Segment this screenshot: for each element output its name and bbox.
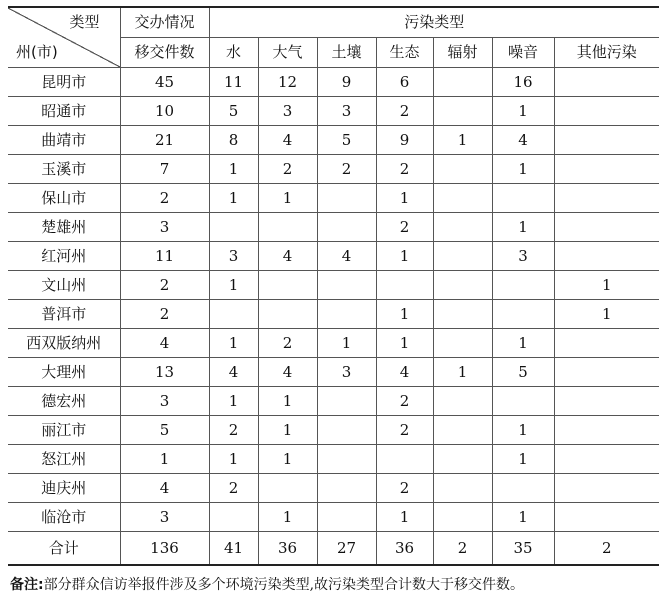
table-cell: 1 bbox=[492, 213, 554, 242]
table-cell: 5 bbox=[492, 358, 554, 387]
table-cell: 4 bbox=[317, 242, 376, 271]
table-cell bbox=[317, 503, 376, 532]
table-cell: 21 bbox=[120, 126, 209, 155]
table-cell bbox=[433, 416, 492, 445]
column-header: 土壤 bbox=[317, 38, 376, 68]
pollution-group-header: 污染类型 bbox=[209, 7, 659, 38]
table-cell: 2 bbox=[209, 474, 258, 503]
table-cell: 1 bbox=[376, 184, 433, 213]
table-cell: 2 bbox=[376, 416, 433, 445]
table-cell bbox=[258, 300, 317, 329]
header-row-1 bbox=[8, 7, 659, 38]
table-cell: 1 bbox=[492, 445, 554, 474]
complaint-statistics-table bbox=[8, 6, 659, 566]
table-row bbox=[8, 271, 659, 300]
table-cell: 3 bbox=[317, 97, 376, 126]
table-cell bbox=[554, 358, 659, 387]
table-cell: 1 bbox=[492, 97, 554, 126]
table-cell: 35 bbox=[492, 532, 554, 566]
table-cell bbox=[317, 213, 376, 242]
table-cell bbox=[433, 213, 492, 242]
table-cell bbox=[209, 300, 258, 329]
table-row bbox=[8, 126, 659, 155]
table-cell: 1 bbox=[554, 300, 659, 329]
table-cell: 9 bbox=[376, 126, 433, 155]
region-name: 曲靖市 bbox=[8, 126, 120, 155]
table-cell: 3 bbox=[120, 503, 209, 532]
table-cell bbox=[554, 416, 659, 445]
table-row bbox=[8, 68, 659, 97]
table-cell: 36 bbox=[376, 532, 433, 566]
table-cell: 10 bbox=[120, 97, 209, 126]
table-cell bbox=[433, 68, 492, 97]
region-name: 丽江市 bbox=[8, 416, 120, 445]
table-cell bbox=[554, 329, 659, 358]
column-header: 移交件数 bbox=[120, 38, 209, 68]
table-cell: 1 bbox=[209, 271, 258, 300]
table-cell: 4 bbox=[492, 126, 554, 155]
table-cell: 1 bbox=[258, 416, 317, 445]
table-cell: 27 bbox=[317, 532, 376, 566]
table-cell bbox=[433, 184, 492, 213]
table-cell: 3 bbox=[258, 97, 317, 126]
table-cell: 1 bbox=[209, 445, 258, 474]
footnote-text: 部分群众信访举报件涉及多个环境污染类型,故污染类型合计数大于移交件数。 bbox=[43, 577, 525, 593]
table-cell: 2 bbox=[376, 155, 433, 184]
column-header: 辐射 bbox=[433, 38, 492, 68]
region-name: 文山州 bbox=[8, 271, 120, 300]
table-cell: 4 bbox=[258, 242, 317, 271]
table-row bbox=[8, 97, 659, 126]
table-cell: 1 bbox=[258, 184, 317, 213]
column-header: 噪音 bbox=[492, 38, 554, 68]
column-header: 大气 bbox=[258, 38, 317, 68]
footnote bbox=[10, 574, 524, 594]
table-cell: 2 bbox=[120, 184, 209, 213]
table-row bbox=[8, 503, 659, 532]
column-header: 其他污染 bbox=[554, 38, 659, 68]
table-cell: 1 bbox=[492, 155, 554, 184]
region-name: 怒江州 bbox=[8, 445, 120, 474]
region-name: 保山市 bbox=[8, 184, 120, 213]
table-cell bbox=[433, 242, 492, 271]
table-cell: 1 bbox=[376, 300, 433, 329]
table-cell bbox=[433, 300, 492, 329]
table-cell: 6 bbox=[376, 68, 433, 97]
region-name: 西双版纳州 bbox=[8, 329, 120, 358]
table-cell bbox=[433, 97, 492, 126]
table-cell: 1 bbox=[376, 242, 433, 271]
table-cell bbox=[317, 271, 376, 300]
table-cell: 2 bbox=[258, 155, 317, 184]
table-cell bbox=[554, 242, 659, 271]
table-cell bbox=[554, 184, 659, 213]
table-cell: 3 bbox=[120, 213, 209, 242]
table-cell: 2 bbox=[554, 532, 659, 566]
table-row bbox=[8, 155, 659, 184]
table-cell bbox=[554, 387, 659, 416]
region-name: 红河州 bbox=[8, 242, 120, 271]
table-cell: 1 bbox=[492, 329, 554, 358]
table-cell bbox=[554, 68, 659, 97]
table-cell: 11 bbox=[120, 242, 209, 271]
table-cell: 2 bbox=[376, 213, 433, 242]
table-cell: 13 bbox=[120, 358, 209, 387]
table-cell bbox=[492, 387, 554, 416]
table-cell: 4 bbox=[258, 126, 317, 155]
table-cell: 36 bbox=[258, 532, 317, 566]
region-name: 德宏州 bbox=[8, 387, 120, 416]
table-cell: 1 bbox=[376, 329, 433, 358]
table-cell: 1 bbox=[554, 271, 659, 300]
region-name: 临沧市 bbox=[8, 503, 120, 532]
table-cell: 9 bbox=[317, 68, 376, 97]
table-cell bbox=[554, 474, 659, 503]
region-name: 普洱市 bbox=[8, 300, 120, 329]
table-row bbox=[8, 416, 659, 445]
table-cell: 2 bbox=[258, 329, 317, 358]
table-cell: 1 bbox=[120, 445, 209, 474]
table-cell bbox=[258, 271, 317, 300]
table-cell: 4 bbox=[209, 358, 258, 387]
column-header: 生态 bbox=[376, 38, 433, 68]
table-cell: 3 bbox=[209, 242, 258, 271]
table-cell: 2 bbox=[376, 97, 433, 126]
table-row bbox=[8, 300, 659, 329]
table-cell: 1 bbox=[433, 126, 492, 155]
table-cell bbox=[433, 155, 492, 184]
region-name: 昭通市 bbox=[8, 97, 120, 126]
table-cell bbox=[433, 387, 492, 416]
table-cell: 1 bbox=[209, 155, 258, 184]
table-cell: 2 bbox=[376, 387, 433, 416]
table-row bbox=[8, 242, 659, 271]
table-cell bbox=[317, 416, 376, 445]
table-cell bbox=[376, 445, 433, 474]
handling-group-header: 交办情况 bbox=[120, 7, 209, 38]
table-cell: 5 bbox=[209, 97, 258, 126]
table-cell bbox=[554, 155, 659, 184]
region-name: 昆明市 bbox=[8, 68, 120, 97]
table-cell bbox=[433, 474, 492, 503]
table-cell: 1 bbox=[492, 416, 554, 445]
table-cell: 5 bbox=[120, 416, 209, 445]
table-cell: 4 bbox=[120, 329, 209, 358]
table-cell: 7 bbox=[120, 155, 209, 184]
table-cell: 1 bbox=[209, 329, 258, 358]
table-cell bbox=[492, 474, 554, 503]
table-row bbox=[8, 329, 659, 358]
table-row bbox=[8, 474, 659, 503]
region-name: 楚雄州 bbox=[8, 213, 120, 242]
table-cell: 41 bbox=[209, 532, 258, 566]
table-cell bbox=[554, 213, 659, 242]
table-cell: 2 bbox=[209, 416, 258, 445]
table-cell: 4 bbox=[258, 358, 317, 387]
table-cell bbox=[258, 474, 317, 503]
table-cell bbox=[433, 329, 492, 358]
table-cell: 3 bbox=[317, 358, 376, 387]
region-name: 大理州 bbox=[8, 358, 120, 387]
table-cell: 11 bbox=[209, 68, 258, 97]
table-cell bbox=[433, 503, 492, 532]
table-cell bbox=[433, 445, 492, 474]
table-cell bbox=[317, 445, 376, 474]
table-cell: 2 bbox=[433, 532, 492, 566]
table-cell: 1 bbox=[209, 387, 258, 416]
table-cell bbox=[554, 97, 659, 126]
table-cell: 1 bbox=[258, 445, 317, 474]
region-name: 迪庆州 bbox=[8, 474, 120, 503]
total-row bbox=[8, 532, 659, 566]
table-cell bbox=[554, 126, 659, 155]
table-row bbox=[8, 358, 659, 387]
table-row bbox=[8, 213, 659, 242]
table-cell bbox=[492, 300, 554, 329]
table-cell: 1 bbox=[433, 358, 492, 387]
table-cell: 2 bbox=[376, 474, 433, 503]
table-cell: 1 bbox=[209, 184, 258, 213]
table-cell bbox=[317, 184, 376, 213]
table-cell bbox=[317, 474, 376, 503]
table-row bbox=[8, 184, 659, 213]
table-cell: 1 bbox=[376, 503, 433, 532]
table-cell bbox=[317, 387, 376, 416]
table-cell: 136 bbox=[120, 532, 209, 566]
table-cell: 1 bbox=[258, 387, 317, 416]
table-cell: 12 bbox=[258, 68, 317, 97]
table-cell: 1 bbox=[258, 503, 317, 532]
table-cell: 16 bbox=[492, 68, 554, 97]
table-cell bbox=[433, 271, 492, 300]
column-header: 水 bbox=[209, 38, 258, 68]
total-label: 合计 bbox=[8, 532, 120, 566]
table-row bbox=[8, 445, 659, 474]
table-cell bbox=[376, 271, 433, 300]
corner-header-cell bbox=[8, 7, 120, 68]
table-cell: 2 bbox=[120, 271, 209, 300]
table-cell bbox=[492, 184, 554, 213]
table-row bbox=[8, 387, 659, 416]
table-cell: 2 bbox=[120, 300, 209, 329]
table-cell: 4 bbox=[120, 474, 209, 503]
table-cell bbox=[317, 300, 376, 329]
table-cell bbox=[554, 445, 659, 474]
table-cell bbox=[258, 213, 317, 242]
table-cell: 1 bbox=[317, 329, 376, 358]
table-cell bbox=[209, 213, 258, 242]
footnote-label: 备注: bbox=[10, 577, 44, 593]
table-cell: 5 bbox=[317, 126, 376, 155]
table-cell: 8 bbox=[209, 126, 258, 155]
table-cell bbox=[492, 271, 554, 300]
table-cell: 4 bbox=[376, 358, 433, 387]
table-cell: 1 bbox=[492, 503, 554, 532]
table-cell: 45 bbox=[120, 68, 209, 97]
region-name: 玉溪市 bbox=[8, 155, 120, 184]
table-cell bbox=[209, 503, 258, 532]
corner-type-label: 类型 bbox=[69, 13, 100, 31]
table-cell bbox=[554, 503, 659, 532]
table-cell: 3 bbox=[120, 387, 209, 416]
table-cell: 3 bbox=[492, 242, 554, 271]
table-cell: 2 bbox=[317, 155, 376, 184]
corner-region-label: 州(市) bbox=[16, 43, 58, 61]
